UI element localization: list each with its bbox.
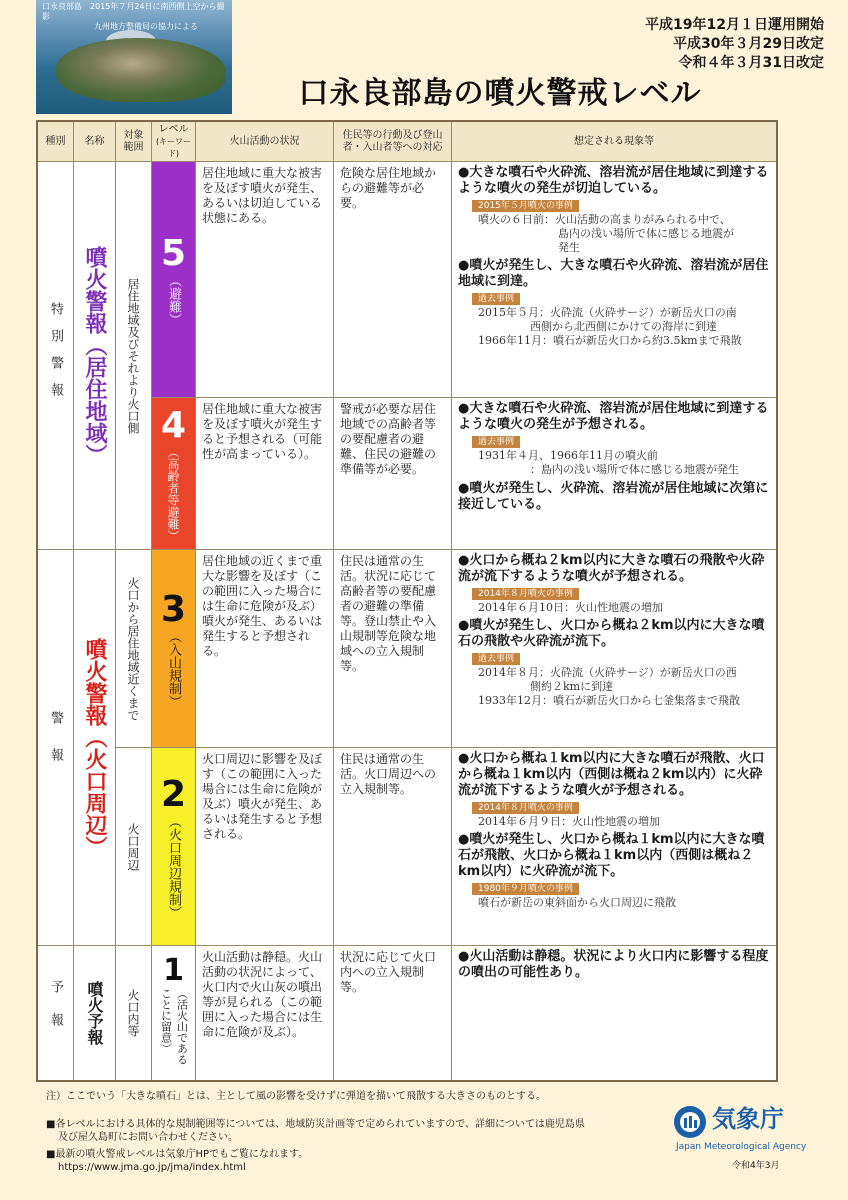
level-1-number: 1 (163, 952, 184, 988)
jma-english: Japan Meteorological Agency (676, 1142, 807, 1152)
note-website-text: ■最新の噴火警戒レベルは気象庁HPでもご覧になれます。 (46, 1149, 309, 1160)
type-special: 特別警報 (38, 162, 74, 550)
note-regulation-line1: ■各レベルにおける具体的な規制範囲等については、地域防災計画等で定められていますので、詳細については鹿児島県 (46, 1119, 585, 1130)
scope-forecast: 火口内等 (116, 946, 152, 1080)
level-3-keyword: （入山規制） (166, 630, 181, 708)
level-5-example-1a: 噴火の６日前：火山活動の高まりがみられる中で、 (478, 213, 731, 226)
level-2-badge-2: 1980年９月噴火の事例 (472, 883, 579, 895)
level-4-action: 警戒が必要な居住地域での高齢者等の要配慮者の避難、住民の避難の準備等が必要。 (334, 398, 452, 550)
level-3-phenomenon-2: ●噴火が発生し、火口から概ね２km以内に大きな噴石の飛散や火砕流が流下。 (458, 618, 765, 649)
header-action: 住民等の行動及び登山者・入山者等への対応 (334, 122, 452, 162)
header-level-label: レベル (158, 123, 189, 135)
island-shape (56, 38, 226, 102)
level-3-number: 3 (160, 589, 187, 630)
level-table (36, 120, 778, 1082)
note-regulation-line2: 及び屋久島町にお問い合わせください。 (58, 1132, 238, 1143)
level-5-action: 危険な居住地域からの避難等が必要。 (334, 162, 452, 398)
logo-date: 令和4年3月 (732, 1161, 780, 1171)
header-name: 名称 (74, 122, 116, 162)
level-3-phenomenon-1: ●火口から概ね２km以内に大きな噴石の飛散や火砕流が流下するような噴火が予想される。 (458, 553, 765, 584)
level-5-example-2b: 西側から北西側にかけての海岸に到達 (530, 320, 717, 333)
date-rev2: 令和４年３月31日改定 (678, 55, 824, 71)
level-2-example-1a: 2014年６月９日：火山性地震の増加 (478, 815, 660, 828)
level-5-activity: 居住地域に重大な被害を及ぼす噴火が発生、あるいは切迫している状態にある。 (196, 162, 334, 398)
level-3-example-1a: 2014年６月10日：火山性地震の増加 (478, 601, 663, 614)
type-warning: 警報 (38, 550, 74, 946)
level-5-badge-1: 2015年５月噴火の事例 (472, 200, 579, 212)
page-title: 口永良部島の噴火警戒レベル (298, 76, 702, 111)
level-4-example-1a: 1931年４月、1966年11月の噴火前 (478, 449, 658, 462)
level-1-phenomenon-1: ●火山活動は静穏。状況により火口内に影響する程度の噴出の可能性あり。 (458, 949, 769, 980)
name-warning: 噴火警報（火口周辺） (74, 550, 116, 946)
jma-name: 気象庁 (712, 1105, 784, 1133)
level-2-example-2a: 噴石が新岳の東斜面から火口周辺に飛散 (478, 896, 676, 909)
date-rev1: 平成30年３月29日改定 (673, 36, 824, 52)
date-start: 平成19年12月１日運用開始 (645, 17, 824, 33)
level-4-number: 4 (160, 405, 187, 446)
note-website (46, 1148, 308, 1174)
header-scope: 対象範囲 (116, 122, 152, 162)
photo-caption-line2: 九州地方整備局の協力による (94, 22, 198, 31)
level-1-cell (152, 946, 196, 1080)
level-3-cell (152, 550, 196, 748)
level-3-example-2b: 側約２kmに到達 (530, 680, 614, 693)
level-1-keyword: （活火山であることに留意） (159, 987, 189, 1065)
level-4-keyword: （高齢者等避難） (166, 446, 180, 542)
scope-level2: 火口周辺 (116, 748, 152, 946)
jma-emblem-icon (672, 1104, 708, 1140)
level-2-action: 住民は通常の生活。火口周辺への立入規制等。 (334, 748, 452, 946)
level-3-badge-1: 2014年８月噴火の事例 (472, 588, 579, 600)
header-keyword-label: (キーワード) (155, 136, 192, 158)
level-4-example-1b: ：島内の浅い場所で体に感じる地震が発生 (530, 463, 739, 476)
level-3-badge-2: 過去事例 (472, 653, 520, 665)
header-type: 種別 (38, 122, 74, 162)
level-2-number: 2 (160, 774, 187, 815)
level-3-activity: 居住地域の近くまで重大な影響を及ぼす（この範囲に入った場合には生命に危険が及ぶ）噴火が発生、あるいは発生すると予想される。 (196, 550, 334, 748)
revision-dates (645, 16, 824, 73)
jma-url-link[interactable]: https://www.jma.go.jp/jma/index.html (58, 1162, 246, 1173)
level-2-keyword: （火口周辺規制） (166, 815, 181, 919)
photo-caption-line1: 口永良部島 2015年７月24日に南西側上空から撮影 (42, 2, 225, 21)
scope-special: 居住地域及びそれより火口側 (116, 162, 152, 550)
level-4-phenomena (452, 398, 776, 550)
header-level (152, 122, 196, 162)
photo-caption (42, 2, 232, 32)
level-5-keyword: （避難） (166, 274, 181, 326)
level-3-example-2a: 2014年８月：火砕流（火砕サージ）が新岳火口の西 (478, 666, 737, 679)
level-5-example-2a: 2015年５月：火砕流（火砕サージ）が新岳火口の南 (478, 306, 737, 319)
level-2-phenomena (452, 748, 776, 946)
note-large-cinder: 注）ここでいう「大きな噴石」とは、主として風の影響を受けずに弾道を描いて飛散する大きさのものとする。 (46, 1091, 546, 1102)
level-2-cell (152, 748, 196, 946)
level-5-cell (152, 162, 196, 398)
level-5-example-1c: 発生 (558, 241, 580, 254)
level-5-phenomenon-1: ●大きな噴石や火砕流、溶岩流が居住地域に到達するような噴火の発生が切迫している。 (458, 165, 769, 196)
name-special: 噴火警報（居住地域） (74, 162, 116, 550)
level-1-action: 状況に応じて火口内への立入規制等。 (334, 946, 452, 1080)
scope-level3: 火口から居住地域近くまで (116, 550, 152, 748)
level-1-activity: 火山活動は静穏。火山活動の状況によって、火口内で火山灰の噴出等が見られる（この範囲に入った場合には生命に危険が及ぶ）。 (196, 946, 334, 1080)
level-4-badge-1: 過去事例 (472, 436, 520, 448)
level-4-activity: 居住地域に重大な被害を及ぼす噴火が発生すると予想される（可能性が高まっている）。 (196, 398, 334, 550)
level-1-phenomena (452, 946, 776, 1080)
header-activity: 火山活動の状況 (196, 122, 334, 162)
jma-logo (672, 1102, 812, 1172)
level-3-action: 住民は通常の生活。状況に応じて高齢者等の要配慮者の避難の準備等。登山禁止や入山規制等危険な地域への立入規制等。 (334, 550, 452, 748)
level-2-badge-1: 2014年８月噴火の事例 (472, 802, 579, 814)
level-4-phenomenon-2: ●噴火が発生し、火砕流、溶岩流が居住地域に次第に接近している。 (458, 481, 769, 512)
level-2-phenomenon-2: ●噴火が発生し、火口から概ね１km以内に大きな噴石が飛散、火口から概ね１km以内（西側は概ね２km以内）に火砕流が流下。 (458, 832, 765, 879)
header-phenomena: 想定される現象等 (452, 122, 776, 162)
level-5-phenomenon-2: ●噴火が発生し、大きな噴石や火砕流、溶岩流が居住地域に到達。 (458, 258, 769, 289)
level-2-activity: 火口周辺に影響を及ぼす（この範囲に入った場合には生命に危険が及ぶ）噴火が発生、あるいは発生すると予想される。 (196, 748, 334, 946)
level-5-badge-2: 過去事例 (472, 293, 520, 305)
level-4-phenomenon-1: ●大きな噴石や火砕流、溶岩流が居住地域に到達するような噴火の発生が予想される。 (458, 401, 769, 432)
level-3-phenomena (452, 550, 776, 748)
level-5-example-1b: 島内の浅い場所で体に感じる地震が (558, 227, 734, 240)
level-5-example-2c: 1966年11月：噴石が新岳火口から約3.5kmまで飛散 (478, 334, 742, 347)
name-forecast: 噴火予報 (74, 946, 116, 1080)
type-forecast: 予報 (38, 946, 74, 1080)
level-5-phenomena (452, 162, 776, 398)
header-photo (36, 0, 232, 114)
level-3-example-2c: 1933年12月：噴石が新岳火口から七釜集落まで飛散 (478, 694, 740, 707)
level-5-number: 5 (160, 233, 187, 274)
level-2-phenomenon-1: ●火口から概ね１km以内に大きな噴石が飛散、火口から概ね１km以内（西側は概ね２km以内）に火砕流が流下するような噴火が予想される。 (458, 751, 765, 798)
note-regulation (46, 1118, 666, 1144)
level-4-cell (152, 398, 196, 550)
